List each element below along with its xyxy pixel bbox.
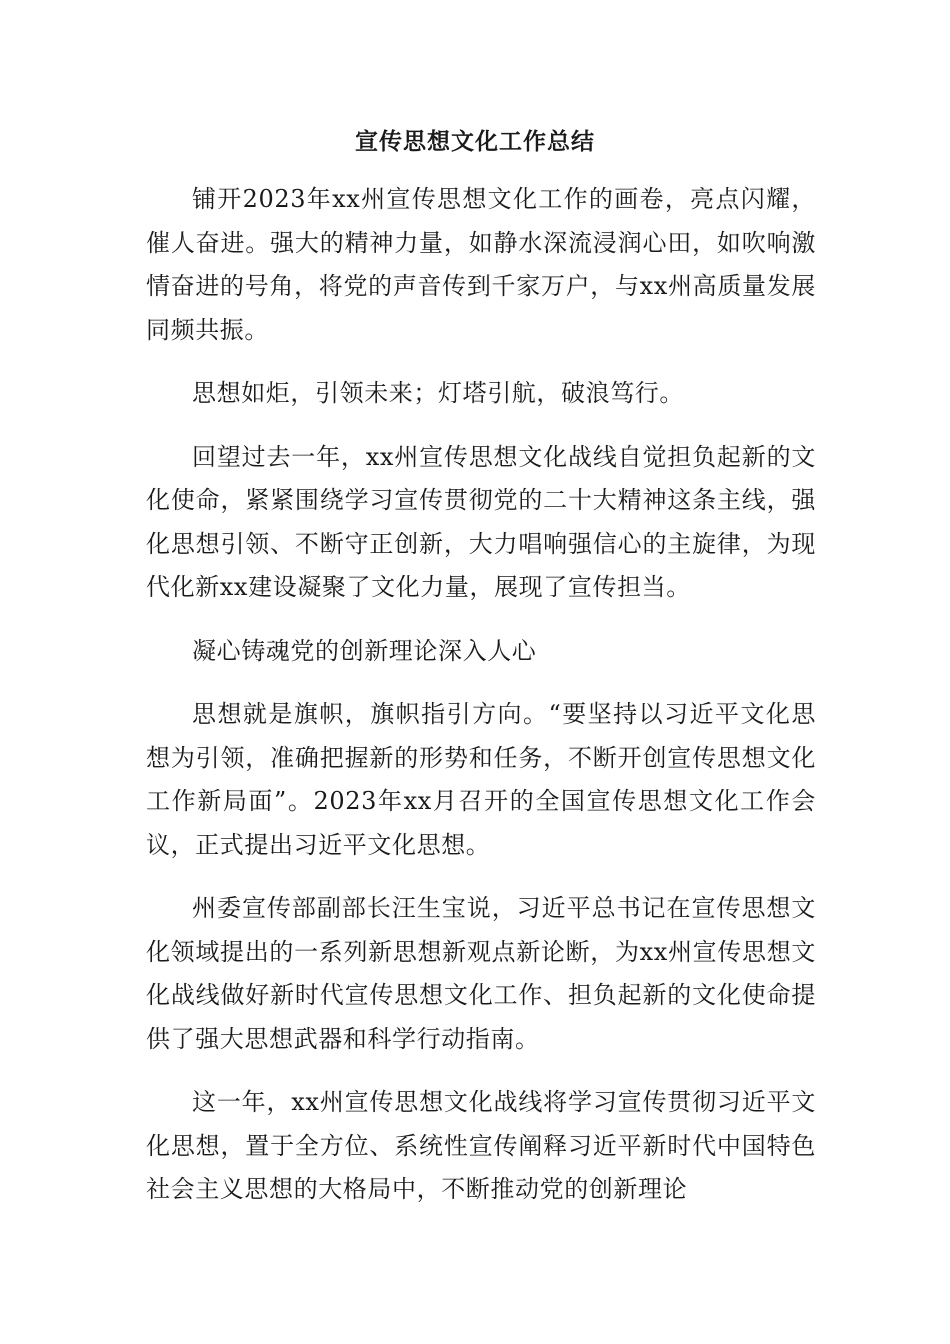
paragraph-intro: 铺开2023年xx州宣传思想文化工作的画卷，亮点闪耀，催人奋进。强大的精神力量，如静水深流浸润心田，如吹响激情奋进的号角，将党的声音传到千家万户，与xx州高质量发展同频共振。 <box>146 185 816 344</box>
paragraph-quote: 州委宣传部副部长汪生宝说，习近平总书记在宣传思想文化领域提出的一系列新思想新观点新论断，为xx州宣传思想文化战线做好新时代宣传思想文化工作、担负起新的文化使命提供了强大思想武器和科学行动指南。 <box>146 894 816 1053</box>
paragraph-slogan: 思想如炬，引领未来；灯塔引航，破浪笃行。 <box>192 379 684 407</box>
paragraph-this-year: 这一年，xx州宣传思想文化战线将学习宣传贯彻习近平文化思想，置于全方位、系统性宣传阐释习近平新时代中国特色社会主义思想的大格局中，不断推动党的创新理论 <box>146 1088 816 1203</box>
document-body <box>146 178 816 1232</box>
section-heading: 凝心铸魂党的创新理论深入人心 <box>192 636 537 665</box>
document-title: 宣传思想文化工作总结 <box>355 128 595 155</box>
paragraph-thought-flag: 思想就是旗帜，旗帜指引方向。“要坚持以习近平文化思想为引领，准确把握新的形势和任务，不断开创宣传思想文化工作新局面”。2023年xx月召开的全国宣传思想文化工作会议，正式提出习近平文化思想。 <box>146 700 816 859</box>
paragraph-review: 回望过去一年，xx州宣传思想文化战线自觉担负起新的文化使命，紧紧围绕学习宣传贯彻党的二十大精神这条主线，强化思想引领、不断守正创新，大力唱响强信心的主旋律，为现代化新xx建设凝聚了文化力量，展现了宣传担当。 <box>146 442 816 601</box>
